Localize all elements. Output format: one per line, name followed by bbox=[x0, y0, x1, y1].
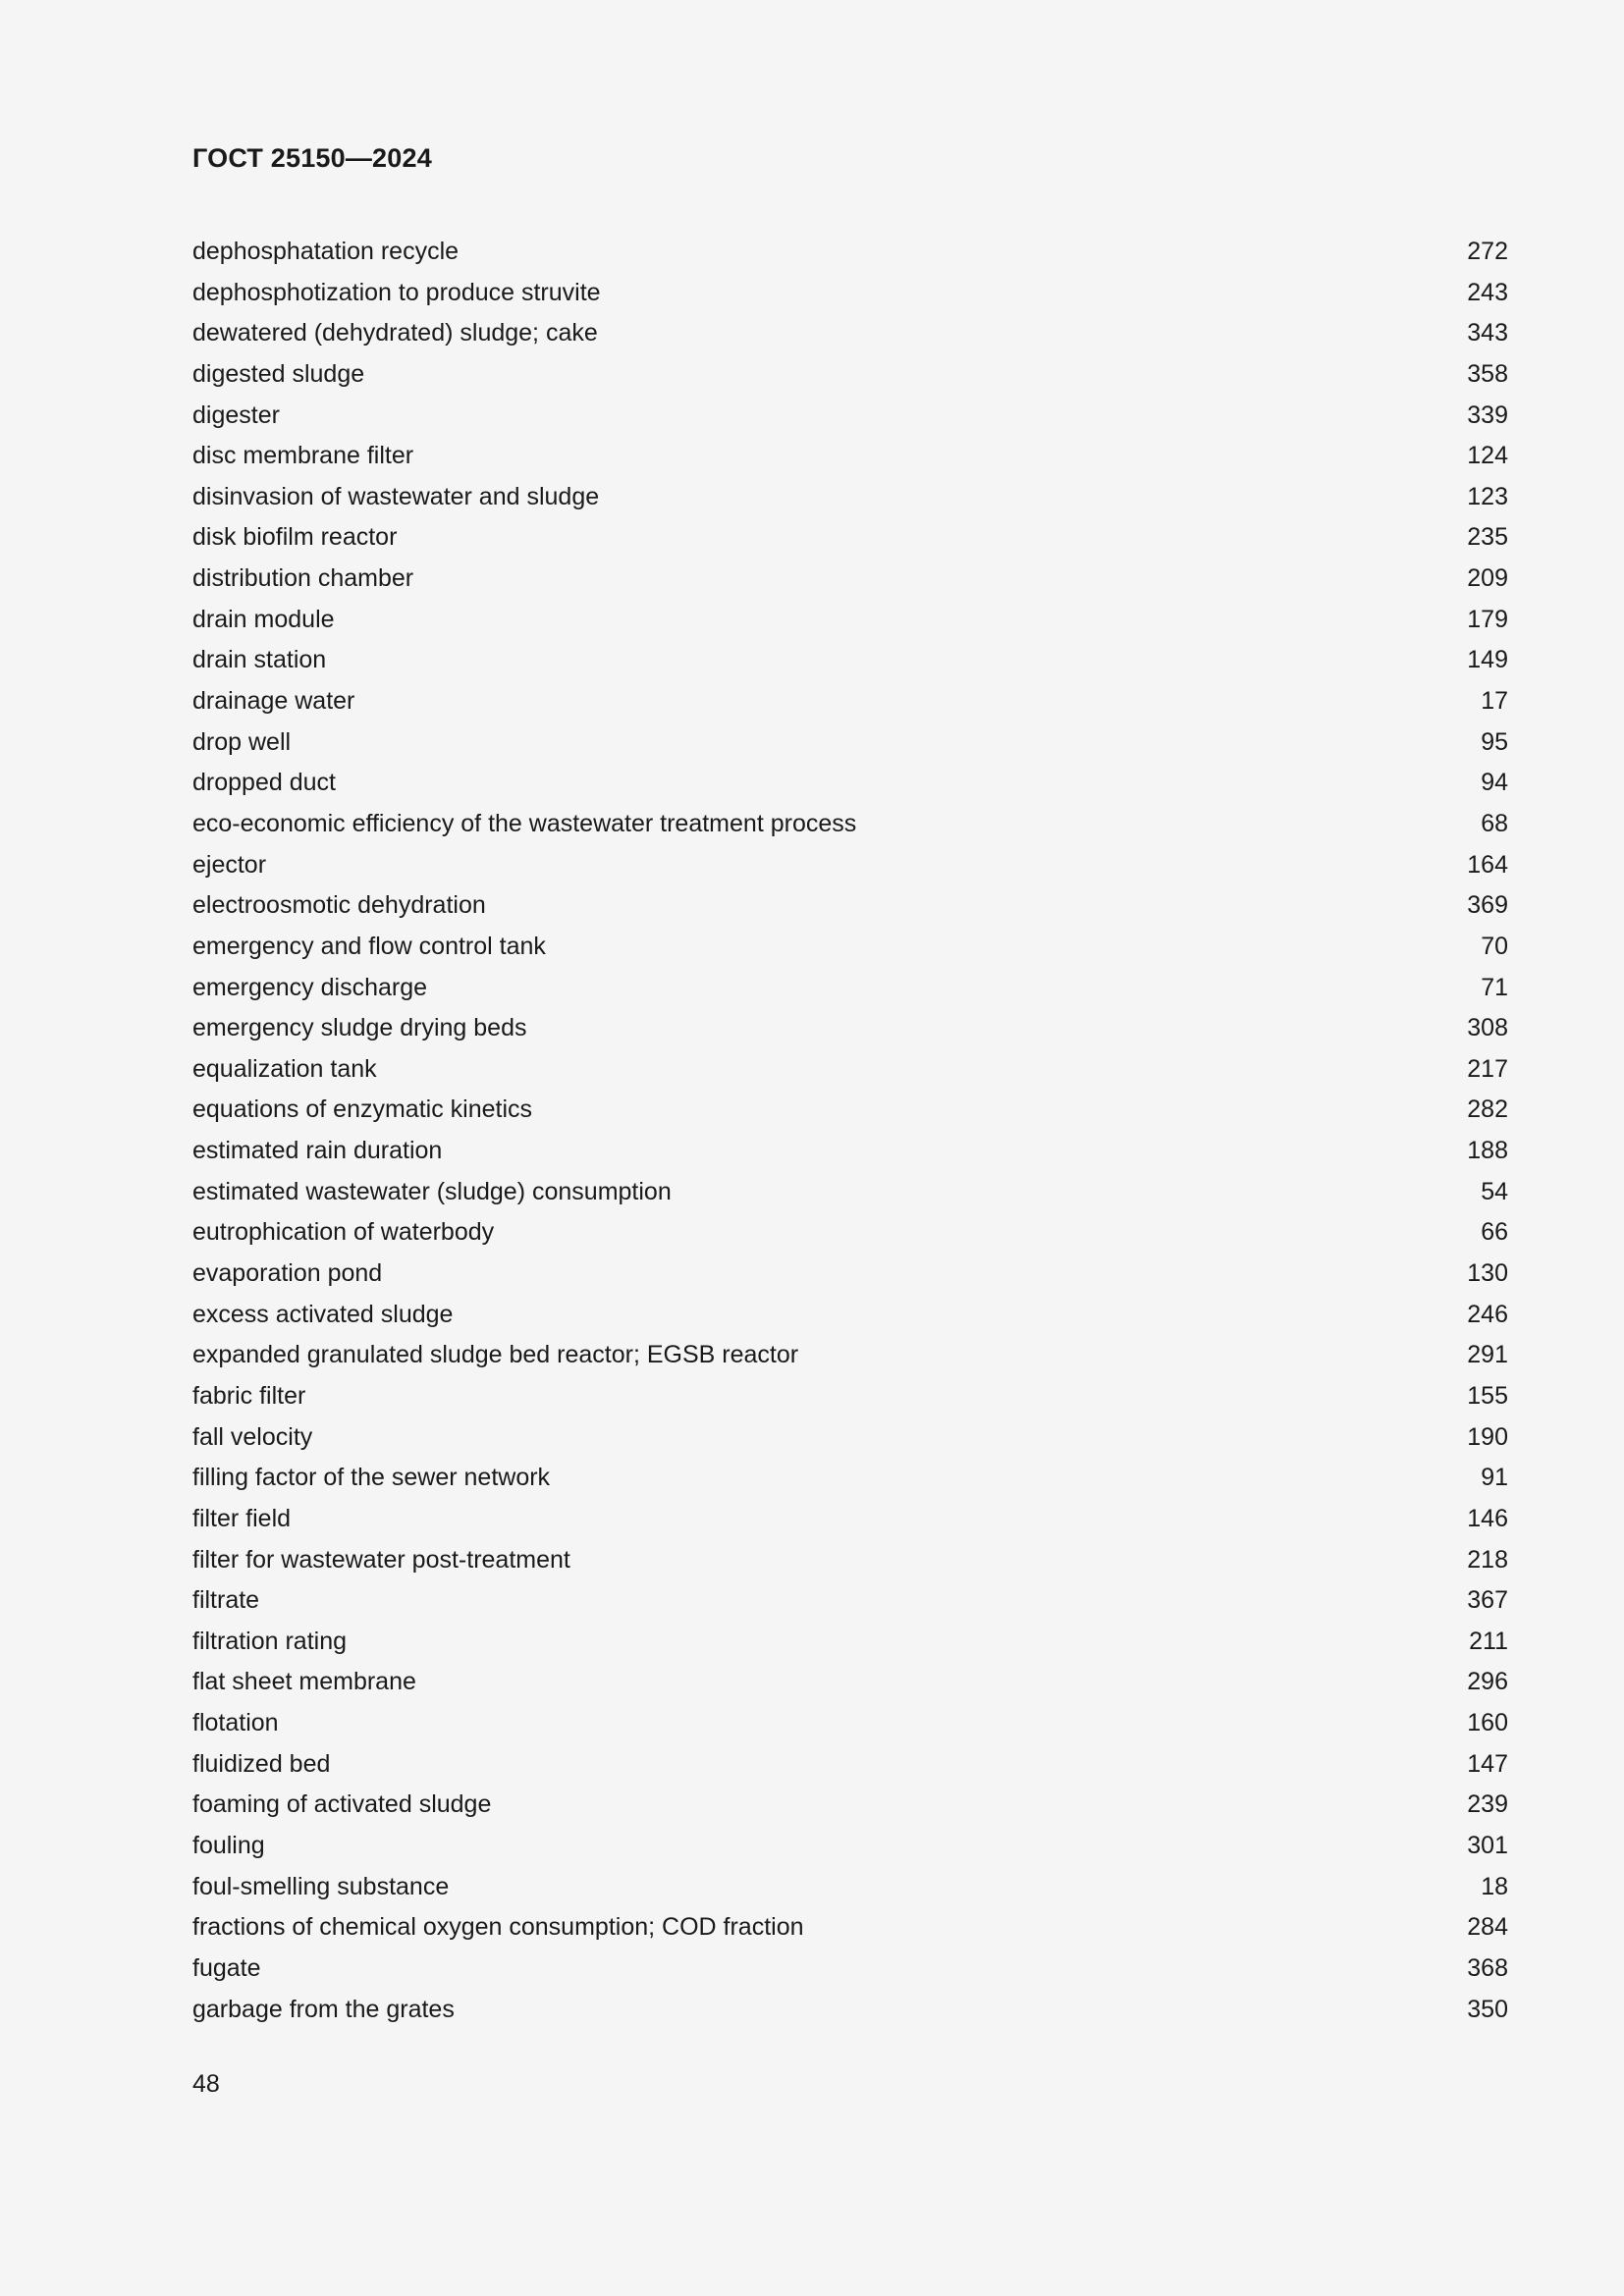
index-entry bbox=[192, 436, 1508, 477]
index-entry bbox=[192, 1662, 1508, 1703]
index-term-number: 218 bbox=[1467, 1545, 1508, 1574]
index-entry bbox=[192, 1172, 1508, 1213]
index-term: distribution chamber bbox=[192, 564, 414, 593]
index-term-number: 235 bbox=[1467, 523, 1508, 552]
index-term: fall velocity bbox=[192, 1422, 313, 1451]
index-term: dewatered (dehydrated) sludge; cake bbox=[192, 319, 598, 347]
index-term: disk biofilm reactor bbox=[192, 523, 398, 552]
index-term: equalization tank bbox=[192, 1054, 377, 1083]
index-entry bbox=[192, 804, 1508, 845]
index-term: equations of enzymatic kinetics bbox=[192, 1095, 533, 1124]
index-term-number: 190 bbox=[1467, 1422, 1508, 1451]
index-term-number: 369 bbox=[1467, 891, 1508, 920]
index-term-number: 123 bbox=[1467, 482, 1508, 510]
index-term-number: 66 bbox=[1481, 1218, 1508, 1247]
index-term: dropped duct bbox=[192, 769, 336, 797]
index-term: garbage from the grates bbox=[192, 1995, 455, 2023]
index-entry bbox=[192, 1295, 1508, 1336]
index-term: disinvasion of wastewater and sludge bbox=[192, 482, 600, 510]
index-term-number: 147 bbox=[1467, 1749, 1508, 1778]
index-term: estimated rain duration bbox=[192, 1137, 443, 1165]
index-entry bbox=[192, 1499, 1508, 1540]
index-term: fabric filter bbox=[192, 1381, 306, 1410]
index-entry bbox=[192, 232, 1508, 273]
index-term: emergency and flow control tank bbox=[192, 932, 546, 960]
index-term: fractions of chemical oxygen consumption; COD fraction bbox=[192, 1913, 804, 1942]
index-entry bbox=[192, 1867, 1508, 1908]
index-term-number: 296 bbox=[1467, 1668, 1508, 1696]
index-term: dephosphatation recycle bbox=[192, 238, 460, 265]
index-term-number: 358 bbox=[1467, 359, 1508, 388]
index-entry bbox=[192, 600, 1508, 641]
index-entry bbox=[192, 927, 1508, 968]
index-term-number: 149 bbox=[1467, 646, 1508, 674]
document-header: ГОСТ 25150—2024 bbox=[192, 143, 432, 173]
index-term: evaporation pond bbox=[192, 1259, 383, 1288]
index-entry bbox=[192, 559, 1508, 600]
index-term: foul-smelling substance bbox=[192, 1872, 450, 1900]
index-entry bbox=[192, 1949, 1508, 1990]
index-term: flat sheet membrane bbox=[192, 1668, 416, 1696]
index-term-number: 68 bbox=[1481, 809, 1508, 837]
index-term: drop well bbox=[192, 727, 292, 756]
index-term: fouling bbox=[192, 1831, 265, 1859]
index-term-number: 160 bbox=[1467, 1709, 1508, 1737]
index-term: fugate bbox=[192, 1953, 261, 1982]
index-entry bbox=[192, 1212, 1508, 1254]
index-term: dephosphotization to produce struvite bbox=[192, 278, 601, 306]
index-term: expanded granulated sludge bed reactor; EGSB reactor bbox=[192, 1341, 799, 1369]
index-term: filter field bbox=[192, 1504, 292, 1532]
index-entry bbox=[192, 1826, 1508, 1867]
index-entry bbox=[192, 1335, 1508, 1376]
index-term-number: 350 bbox=[1467, 1995, 1508, 2023]
index-term: eco-economic efficiency of the wastewater treatment process bbox=[192, 809, 857, 837]
index-entry bbox=[192, 477, 1508, 518]
index-term-number: 209 bbox=[1467, 564, 1508, 593]
index-term: drain station bbox=[192, 646, 327, 674]
index-term-number: 291 bbox=[1467, 1341, 1508, 1369]
index-entry bbox=[192, 1090, 1508, 1131]
index-entry bbox=[192, 517, 1508, 559]
index-term-number: 339 bbox=[1467, 400, 1508, 429]
index-entry bbox=[192, 1580, 1508, 1622]
index-term: digester bbox=[192, 400, 280, 429]
index-term-number: 155 bbox=[1467, 1381, 1508, 1410]
index-entry bbox=[192, 722, 1508, 764]
index-entry bbox=[192, 763, 1508, 804]
index-term-number: 284 bbox=[1467, 1913, 1508, 1942]
index-term-number: 282 bbox=[1467, 1095, 1508, 1124]
index-entry bbox=[192, 1785, 1508, 1826]
index-entry bbox=[192, 1703, 1508, 1744]
index-term: estimated wastewater (sludge) consumption bbox=[192, 1177, 672, 1205]
index-term-number: 179 bbox=[1467, 605, 1508, 633]
index-term-number: 301 bbox=[1467, 1831, 1508, 1859]
index-entry bbox=[192, 396, 1508, 437]
index-term-number: 18 bbox=[1481, 1872, 1508, 1900]
index-term-number: 239 bbox=[1467, 1790, 1508, 1819]
index-term: filling factor of the sewer network bbox=[192, 1464, 551, 1492]
index-entry bbox=[192, 968, 1508, 1009]
index-entry bbox=[192, 1458, 1508, 1499]
index-term: foaming of activated sludge bbox=[192, 1790, 492, 1819]
index-term-number: 146 bbox=[1467, 1504, 1508, 1532]
index-term-number: 91 bbox=[1481, 1464, 1508, 1492]
index-term-number: 308 bbox=[1467, 1014, 1508, 1042]
index-entry bbox=[192, 1990, 1508, 2031]
index-term-number: 211 bbox=[1469, 1627, 1508, 1655]
index-term: ejector bbox=[192, 850, 267, 879]
index-term-number: 164 bbox=[1467, 850, 1508, 879]
index-term: electroosmotic dehydration bbox=[192, 891, 486, 920]
page-number: 48 bbox=[192, 2070, 220, 2098]
index-term: flotation bbox=[192, 1709, 279, 1737]
index-term-number: 367 bbox=[1467, 1586, 1508, 1615]
index-term: drainage water bbox=[192, 687, 355, 716]
index-term: filtration rating bbox=[192, 1627, 348, 1655]
index-term-number: 368 bbox=[1467, 1953, 1508, 1982]
index-term: fluidized bed bbox=[192, 1749, 331, 1778]
index-term: drain module bbox=[192, 605, 335, 633]
index-term-number: 130 bbox=[1467, 1259, 1508, 1288]
index-entry bbox=[192, 845, 1508, 886]
index-term-number: 71 bbox=[1481, 973, 1508, 1001]
index-term-number: 95 bbox=[1481, 727, 1508, 756]
index-entry bbox=[192, 1131, 1508, 1172]
index-entry bbox=[192, 885, 1508, 927]
index-entry bbox=[192, 354, 1508, 396]
index-term: filter for wastewater post-treatment bbox=[192, 1545, 570, 1574]
index-entry bbox=[192, 1417, 1508, 1459]
index-entry bbox=[192, 1540, 1508, 1581]
index-term-number: 124 bbox=[1467, 442, 1508, 470]
index-term-number: 70 bbox=[1481, 932, 1508, 960]
index-entry bbox=[192, 313, 1508, 354]
index-term-number: 272 bbox=[1467, 238, 1508, 265]
index-term-number: 217 bbox=[1467, 1054, 1508, 1083]
index-term: disc membrane filter bbox=[192, 442, 414, 470]
index-entry bbox=[192, 1254, 1508, 1295]
index-term: digested sludge bbox=[192, 359, 365, 388]
index-entry bbox=[192, 1376, 1508, 1417]
index-entry bbox=[192, 1008, 1508, 1049]
index-term: emergency sludge drying beds bbox=[192, 1014, 527, 1042]
index-term: excess activated sludge bbox=[192, 1300, 454, 1328]
index-term-number: 343 bbox=[1467, 319, 1508, 347]
index-term-number: 188 bbox=[1467, 1137, 1508, 1165]
index-entry bbox=[192, 1622, 1508, 1663]
index-entry bbox=[192, 273, 1508, 314]
index-term-number: 94 bbox=[1481, 769, 1508, 797]
index-entry bbox=[192, 640, 1508, 681]
index-term: filtrate bbox=[192, 1586, 260, 1615]
index-entry bbox=[192, 1049, 1508, 1091]
index-entry bbox=[192, 1907, 1508, 1949]
index-term-number: 17 bbox=[1481, 687, 1508, 716]
index-term-number: 243 bbox=[1467, 278, 1508, 306]
index-term-number: 54 bbox=[1481, 1177, 1508, 1205]
index-term-number: 246 bbox=[1467, 1300, 1508, 1328]
index-term: eutrophication of waterbody bbox=[192, 1218, 495, 1247]
index-term: emergency discharge bbox=[192, 973, 428, 1001]
index-entry bbox=[192, 681, 1508, 722]
index-entry bbox=[192, 1744, 1508, 1786]
term-index-list bbox=[192, 232, 1508, 2030]
